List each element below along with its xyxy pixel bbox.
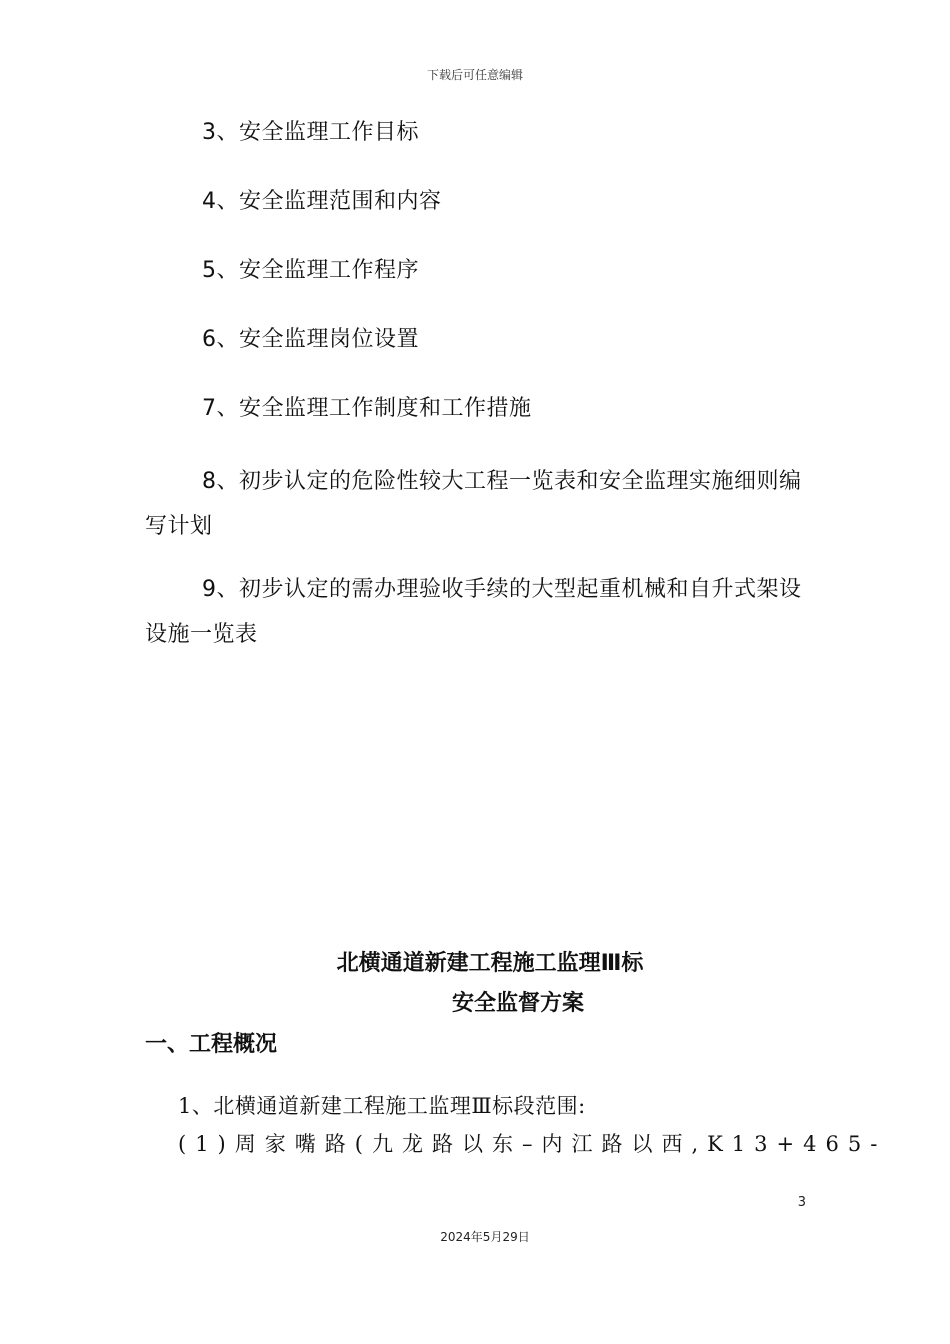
toc-item: 8、初步认定的危险性较大工程一览表和安全监理实施细则编写计划 (145, 469, 802, 539)
toc-item: 3、安全监理工作目标 (202, 120, 419, 145)
document-title: 北横通道新建工程施工监理Ⅲ标 (336, 951, 644, 976)
footer-date: 2024年5月29日 (440, 1230, 530, 1244)
body-paragraph: (1)周家嘴路(九龙路以东–内江路以西,K13+465- (178, 1132, 887, 1156)
toc-item: 4、安全监理范围和内容 (202, 189, 442, 214)
toc-item: 5、安全监理工作程序 (202, 258, 419, 283)
body-paragraph: 1、北横通道新建工程施工监理Ⅲ标段范围: (178, 1094, 586, 1118)
page-number: 3 (797, 1195, 806, 1210)
toc-item: 6、安全监理岗位设置 (202, 327, 419, 352)
document-subtitle: 安全监督方案 (451, 991, 584, 1016)
section-heading: 一、工程概况 (145, 1032, 278, 1057)
toc-item: 9、初步认定的需办理验收手续的大型起重机械和自升式架设设施一览表 (145, 577, 802, 647)
header-note: 下载后可任意编辑 (426, 68, 523, 82)
toc-item: 7、安全监理工作制度和工作措施 (202, 396, 532, 421)
